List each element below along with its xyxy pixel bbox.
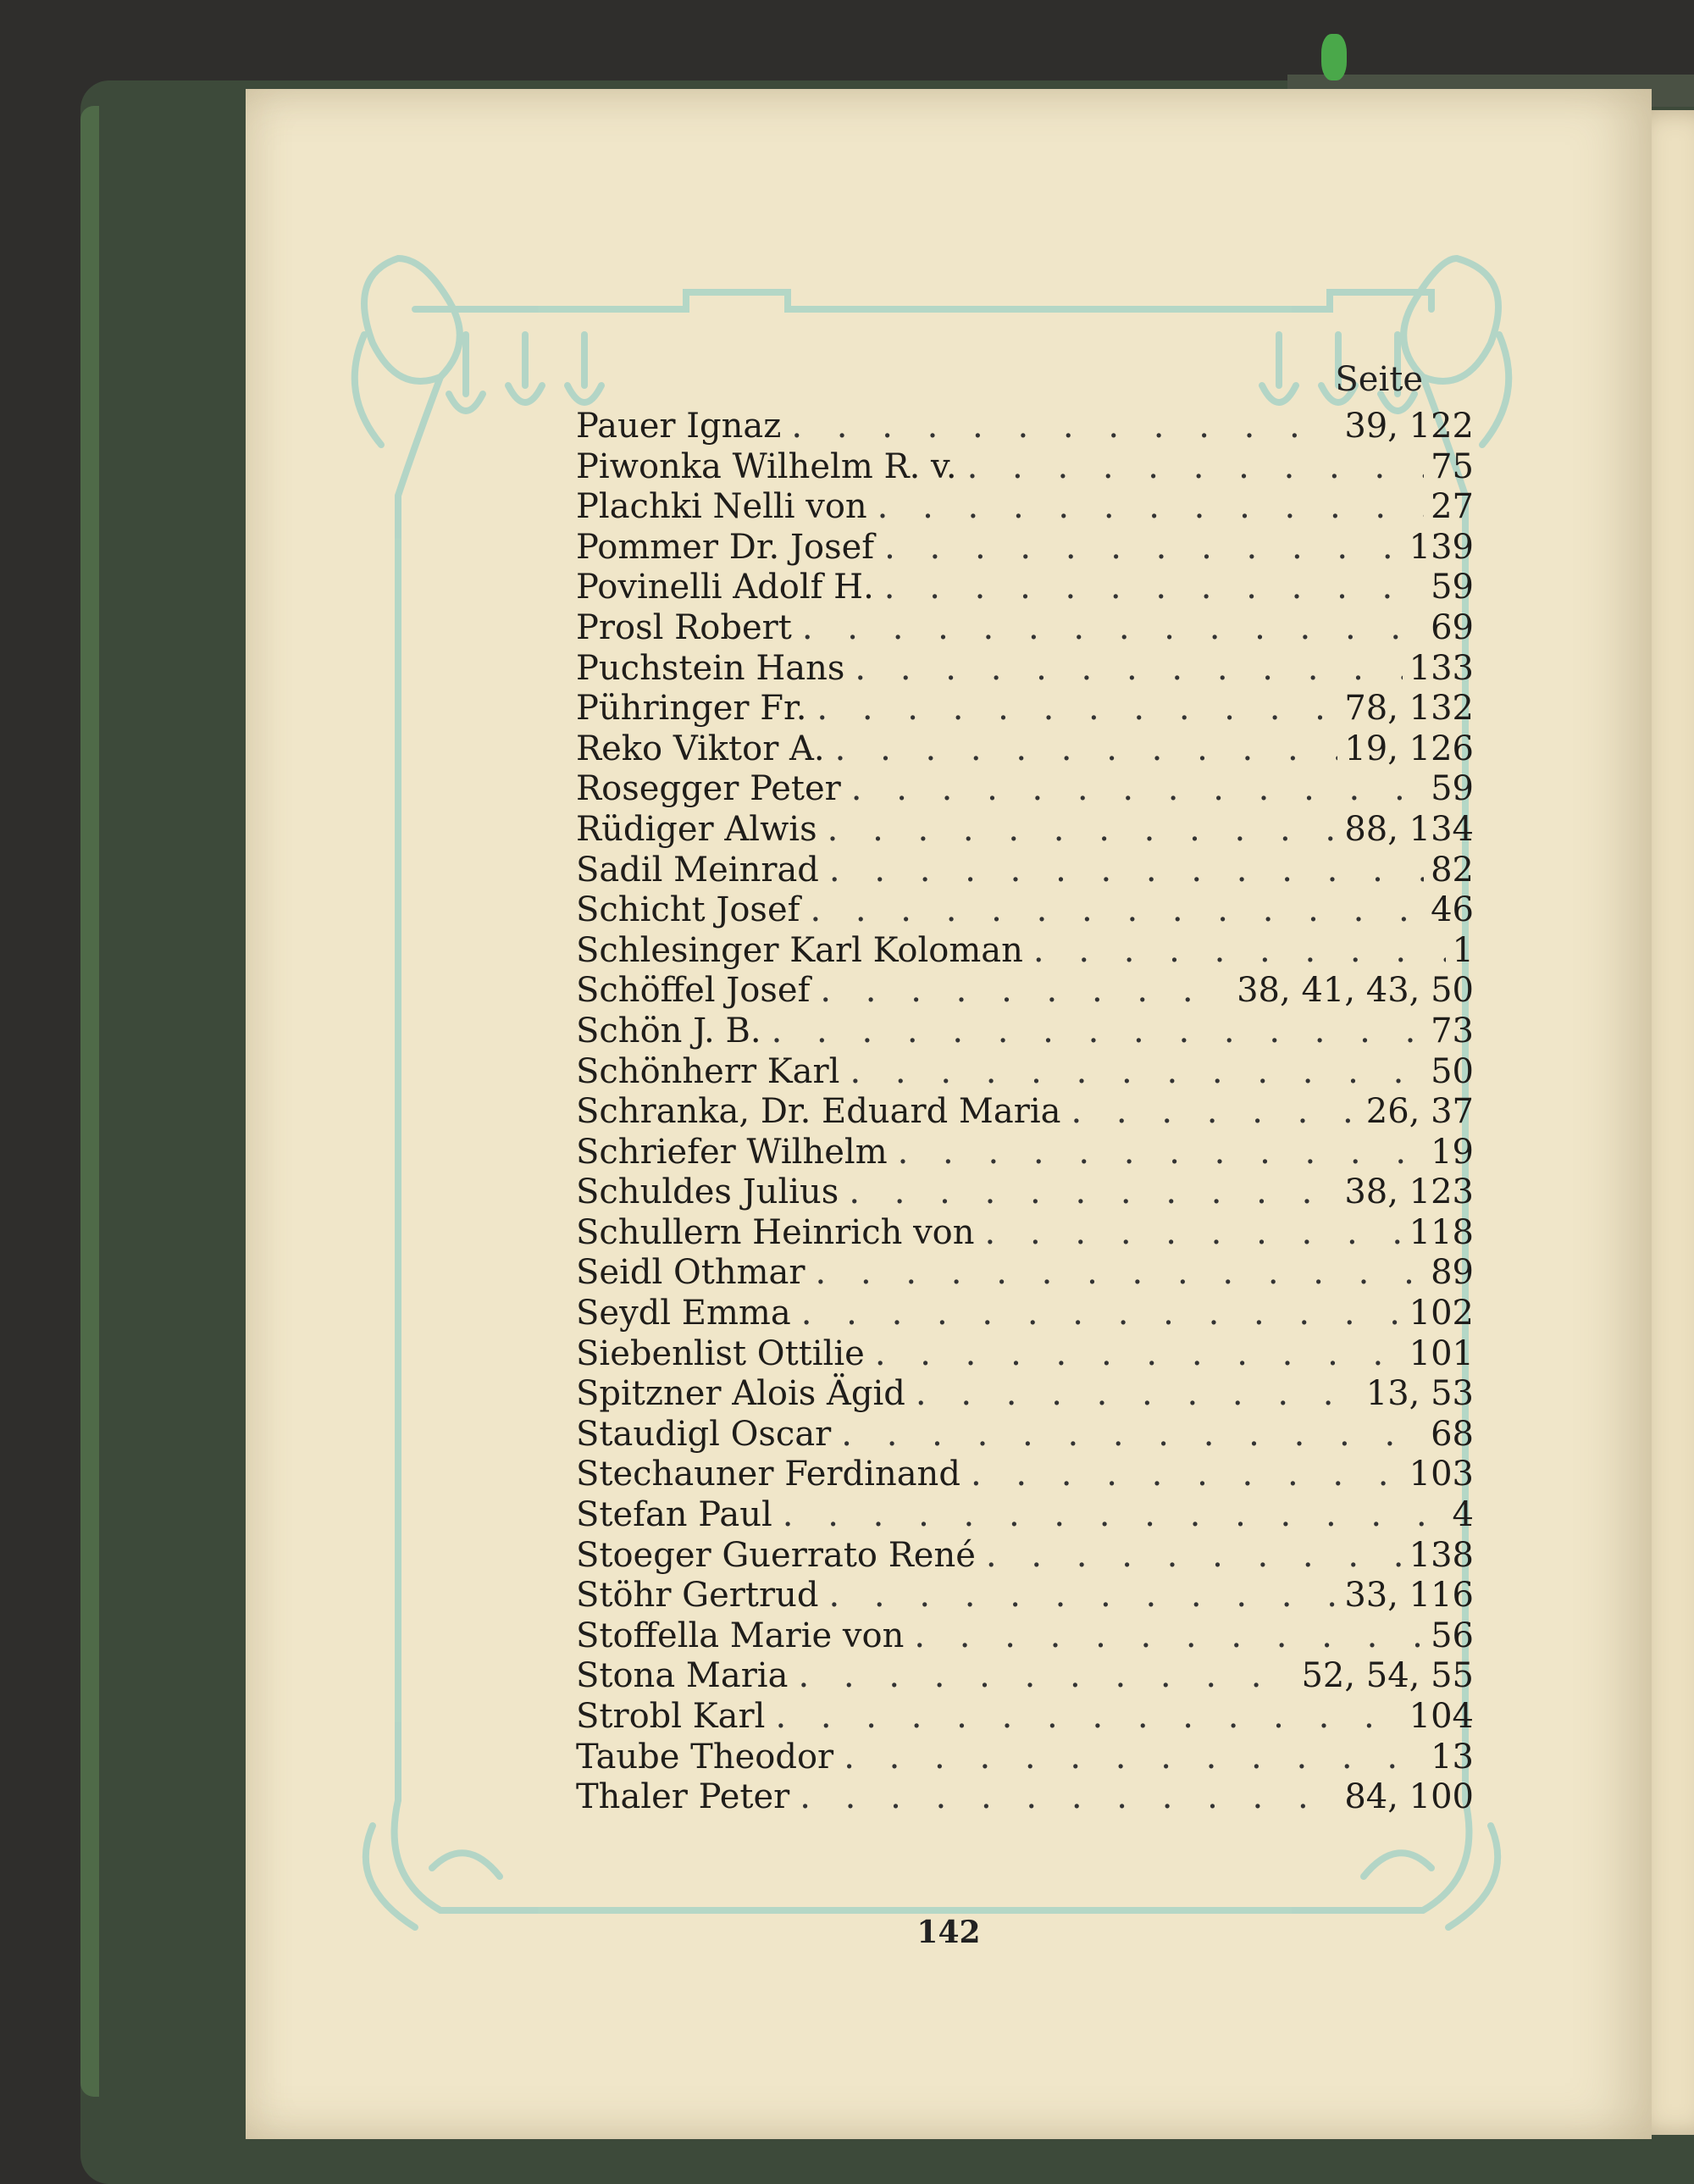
dot-leader	[916, 1374, 1359, 1413]
dot-leader	[849, 1172, 1337, 1211]
entry-page-numbers: 75	[1431, 446, 1474, 486]
index-entry	[576, 1133, 1474, 1173]
dot-leader	[801, 1294, 1403, 1333]
entry-page-numbers: 46	[1431, 890, 1474, 930]
entry-name: Schriefer Wilhelm	[576, 1132, 888, 1172]
dot-leader	[783, 1495, 1446, 1534]
entry-page-numbers: 59	[1431, 769, 1474, 809]
entry-name: Staudigl Oscar	[576, 1414, 832, 1454]
index-entry	[576, 1738, 1474, 1778]
entry-page-numbers: 1	[1452, 930, 1474, 970]
dot-leader	[775, 1697, 1402, 1736]
entry-page-numbers: 33, 116	[1344, 1576, 1474, 1616]
entry-name: Sadil Meinrad	[576, 850, 819, 890]
entry-page-numbers: 13, 53	[1365, 1374, 1474, 1414]
index-entry	[576, 1697, 1474, 1738]
entry-page-numbers: 59	[1431, 568, 1474, 607]
entry-name: Schönherr Karl	[576, 1051, 840, 1091]
entry-page-numbers: 88, 134	[1344, 809, 1474, 849]
dot-leader	[851, 769, 1424, 808]
index-entry	[576, 1616, 1474, 1657]
index-entry	[576, 851, 1474, 891]
dot-leader	[985, 1213, 1403, 1252]
cover-edge	[80, 106, 99, 2097]
entry-name: Puchstein Hans	[576, 648, 845, 688]
entry-page-numbers: 118	[1409, 1212, 1474, 1252]
entry-name: Schöffel Josef	[576, 971, 811, 1011]
entry-name: Schuldes Julius	[576, 1172, 839, 1212]
entry-name: Siebenlist Ottilie	[576, 1333, 865, 1373]
entry-name: Schicht Josef	[576, 890, 800, 930]
dot-leader	[816, 1253, 1425, 1292]
index-entry	[576, 1172, 1474, 1213]
entry-page-numbers: 84, 100	[1344, 1777, 1474, 1817]
entry-name: Stechauner Ferdinand	[576, 1455, 960, 1494]
index-entry	[576, 729, 1474, 770]
entry-page-numbers: 38, 123	[1344, 1172, 1474, 1212]
entry-page-numbers: 103	[1409, 1455, 1474, 1494]
dot-leader	[884, 528, 1403, 567]
index-entry	[576, 1576, 1474, 1616]
dot-leader	[828, 1576, 1337, 1615]
entry-name: Seidl Othmar	[576, 1253, 805, 1293]
entry-page-numbers: 82	[1431, 850, 1474, 890]
entry-page-numbers: 78, 132	[1344, 689, 1474, 729]
entry-name: Strobl Karl	[576, 1697, 766, 1736]
entry-name: Pühringer Fr.	[576, 689, 807, 729]
dot-leader	[820, 971, 1230, 1010]
index-entry	[576, 890, 1474, 931]
dot-leader	[798, 1656, 1294, 1695]
entry-page-numbers: 102	[1409, 1294, 1474, 1333]
dot-leader	[829, 851, 1424, 890]
dot-leader	[877, 487, 1424, 526]
page-number: 142	[916, 1915, 981, 1950]
dot-leader	[914, 1616, 1424, 1655]
index-entry	[576, 1374, 1474, 1415]
entry-name: Schlesinger Karl Koloman	[576, 930, 1023, 970]
entry-page-numbers: 69	[1431, 607, 1474, 647]
dot-leader	[967, 447, 1425, 486]
entry-name: Stöhr Gertrud	[576, 1576, 819, 1616]
book-page	[246, 89, 1652, 2139]
entry-name: Stona Maria	[576, 1656, 789, 1696]
index-entry	[576, 1334, 1474, 1375]
entry-page-numbers: 38, 41, 43, 50	[1237, 971, 1474, 1011]
index-entry	[576, 1656, 1474, 1697]
entry-name: Pommer Dr. Josef	[576, 527, 875, 567]
entry-name: Povinelli Adolf H.	[576, 568, 874, 607]
entry-name: Plachki Nelli von	[576, 487, 867, 527]
index-entry	[576, 1294, 1474, 1334]
dot-leader	[875, 1334, 1403, 1373]
entry-name: Spitzner Alois Ägid	[576, 1374, 905, 1414]
dot-leader	[841, 1415, 1424, 1454]
entry-name: Taube Theodor	[576, 1737, 834, 1777]
entry-name: Schullern Heinrich von	[576, 1212, 975, 1252]
dot-leader	[1071, 1092, 1359, 1131]
entry-page-numbers: 56	[1431, 1616, 1474, 1655]
entry-page-numbers: 26, 37	[1365, 1092, 1474, 1132]
index-entry	[576, 1213, 1474, 1254]
index-entry	[576, 407, 1474, 447]
entry-name: Stoeger Guerrato René	[576, 1535, 976, 1575]
index-entry	[576, 1536, 1474, 1577]
dot-leader	[986, 1536, 1403, 1575]
index-list	[576, 407, 1474, 1818]
dot-leader	[791, 407, 1337, 446]
dot-leader	[828, 810, 1338, 849]
index-entry	[576, 487, 1474, 528]
entry-name: Piwonka Wilhelm R. v.	[576, 446, 957, 486]
index-entry	[576, 1092, 1474, 1133]
entry-page-numbers: 89	[1431, 1253, 1474, 1293]
entry-page-numbers: 19	[1431, 1132, 1474, 1172]
dot-leader	[898, 1133, 1424, 1172]
entry-page-numbers: 50	[1431, 1051, 1474, 1091]
dot-leader	[835, 729, 1338, 768]
index-entry	[576, 769, 1474, 810]
index-entry	[576, 689, 1474, 729]
index-entry	[576, 568, 1474, 608]
entry-name: Stoffella Marie von	[576, 1616, 905, 1655]
entry-page-numbers: 52, 54, 55	[1301, 1656, 1474, 1696]
index-entry	[576, 1415, 1474, 1455]
dot-leader	[800, 1777, 1337, 1816]
dot-leader	[817, 689, 1337, 728]
entry-page-numbers: 101	[1409, 1333, 1474, 1373]
entry-name: Prosl Robert	[576, 607, 792, 647]
bookmark-ribbon	[1321, 34, 1347, 80]
entry-page-numbers: 68	[1431, 1414, 1474, 1454]
dot-leader	[855, 649, 1402, 688]
dot-leader	[810, 890, 1424, 929]
entry-name: Thaler Peter	[576, 1777, 790, 1817]
entry-page-numbers: 4	[1452, 1495, 1474, 1535]
entry-name: Stefan Paul	[576, 1495, 772, 1535]
entry-name: Reko Viktor A.	[576, 729, 825, 768]
index-entry	[576, 528, 1474, 568]
dot-leader	[772, 1012, 1425, 1050]
entry-page-numbers: 13	[1431, 1737, 1474, 1777]
dot-leader	[850, 1052, 1424, 1091]
index-entry	[576, 447, 1474, 488]
index-entry	[576, 1052, 1474, 1093]
entry-page-numbers: 19, 126	[1344, 729, 1474, 768]
index-entry	[576, 1455, 1474, 1495]
index-entry	[576, 1012, 1474, 1052]
entry-name: Schön J. B.	[576, 1011, 761, 1050]
entry-name: Rüdiger Alwis	[576, 809, 817, 849]
dot-leader	[971, 1455, 1403, 1494]
entry-page-numbers: 27	[1431, 487, 1474, 527]
entry-page-numbers: 138	[1409, 1535, 1474, 1575]
index-entry	[576, 810, 1474, 851]
entry-name: Schranka, Dr. Eduard Maria	[576, 1092, 1061, 1132]
dot-leader	[844, 1738, 1424, 1777]
index-entry	[576, 608, 1474, 649]
index-entry	[576, 971, 1474, 1012]
entry-page-numbers: 104	[1409, 1697, 1474, 1736]
index-entry	[576, 1495, 1474, 1536]
entry-page-numbers: 73	[1431, 1011, 1474, 1050]
entry-name: Pauer Ignaz	[576, 407, 782, 446]
dot-leader	[884, 568, 1424, 607]
dot-leader	[1033, 931, 1446, 970]
index-entry	[576, 931, 1474, 972]
entry-page-numbers: 39, 122	[1344, 407, 1474, 446]
dot-leader	[802, 608, 1424, 647]
entry-name: Rosegger Peter	[576, 769, 841, 809]
index-entry	[576, 649, 1474, 690]
index-entry	[576, 1777, 1474, 1818]
entry-page-numbers: 139	[1409, 527, 1474, 567]
entry-page-numbers: 133	[1409, 648, 1474, 688]
seite-column-header: Seite	[1335, 360, 1423, 399]
entry-name: Seydl Emma	[576, 1294, 791, 1333]
index-entry	[576, 1253, 1474, 1294]
